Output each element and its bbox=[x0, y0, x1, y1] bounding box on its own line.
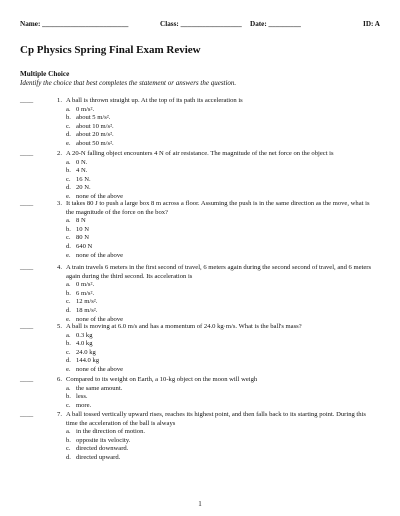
answer-option bbox=[66, 340, 378, 349]
date-field: Date: _________ bbox=[250, 20, 301, 28]
answer-option bbox=[66, 357, 378, 366]
option-list bbox=[66, 281, 378, 324]
question-text: It takes 80 J to push a large box 8 m across a floor. Assuming the push is in the same direction as the move, what is the magnitude of the force on the box? bbox=[66, 200, 370, 216]
option-text: directed upward. bbox=[76, 453, 121, 461]
answer-blank: ____ bbox=[20, 264, 34, 271]
question-text: A train travels 6 meters in the first second of travel, 6 meters again during the second second of travel, and 6 meters again during the third second. Its acceleration is bbox=[66, 264, 372, 280]
option-letter: e. bbox=[66, 251, 71, 259]
option-letter: a. bbox=[66, 105, 71, 113]
option-letter: a. bbox=[66, 281, 71, 289]
exam-header bbox=[20, 20, 380, 32]
answer-option bbox=[66, 428, 378, 437]
option-letter: b. bbox=[66, 167, 71, 175]
class-field: Class: _________________ bbox=[160, 20, 242, 28]
answer-option bbox=[66, 140, 378, 149]
option-letter: c. bbox=[66, 298, 71, 306]
option-text: none of the above bbox=[76, 251, 124, 259]
option-letter: c. bbox=[66, 175, 71, 183]
option-text: 24.0 kg bbox=[76, 348, 96, 356]
option-letter: d. bbox=[66, 357, 71, 365]
name-field: Name: ________________________ bbox=[20, 20, 129, 28]
page-number: 1 bbox=[198, 500, 202, 508]
option-letter: a. bbox=[66, 217, 71, 225]
option-letter: a. bbox=[66, 331, 71, 339]
answer-option bbox=[66, 167, 378, 176]
option-text: none of the above bbox=[76, 365, 124, 373]
option-text: 0.3 kg bbox=[76, 331, 93, 339]
option-list bbox=[66, 159, 378, 202]
option-letter: d. bbox=[66, 131, 71, 139]
section-heading: Multiple Choice bbox=[20, 70, 70, 78]
option-text: 0 m/s². bbox=[76, 281, 95, 289]
answer-option bbox=[66, 252, 378, 261]
option-text: 4 N. bbox=[76, 167, 88, 175]
answer-blank: ____ bbox=[20, 150, 34, 157]
option-text: 18 m/s². bbox=[76, 306, 98, 314]
answer-option bbox=[66, 281, 378, 290]
answer-option bbox=[66, 106, 378, 115]
option-letter: a. bbox=[66, 384, 71, 392]
option-text: 80 N bbox=[76, 234, 90, 242]
question-text: A 20-N falling object encounters 4 N of air resistance. The magnitude of the net force on the object is bbox=[66, 150, 334, 157]
option-list bbox=[66, 106, 378, 149]
id-field: ID: A bbox=[363, 20, 380, 28]
option-text: opposite its velocity. bbox=[76, 436, 131, 444]
question-number: 1. bbox=[57, 97, 62, 104]
option-letter: e. bbox=[66, 315, 71, 323]
option-text: 640 N bbox=[76, 242, 93, 250]
option-letter: d. bbox=[66, 184, 71, 192]
option-text: 16 N. bbox=[76, 175, 91, 183]
question-number: 5. bbox=[57, 323, 62, 330]
answer-blank: ____ bbox=[20, 97, 34, 104]
option-text: in the direction of motion. bbox=[76, 428, 146, 436]
option-text: directed downward. bbox=[76, 445, 129, 453]
question-number: 3. bbox=[57, 200, 62, 207]
answer-option bbox=[66, 176, 378, 185]
option-text: the same amount. bbox=[76, 384, 123, 392]
answer-option bbox=[66, 454, 378, 463]
answer-option bbox=[66, 332, 378, 341]
answer-option bbox=[66, 123, 378, 132]
answer-option bbox=[66, 243, 378, 252]
option-text: 10 N bbox=[76, 225, 90, 233]
option-letter: c. bbox=[66, 348, 71, 356]
option-letter: b. bbox=[66, 225, 71, 233]
option-list bbox=[66, 385, 378, 411]
option-letter: e. bbox=[66, 192, 71, 200]
answer-option bbox=[66, 402, 378, 411]
option-text: less. bbox=[76, 393, 88, 401]
answer-option bbox=[66, 445, 378, 454]
option-list bbox=[66, 217, 378, 260]
answer-blank: ____ bbox=[20, 200, 34, 207]
option-letter: d. bbox=[66, 453, 71, 461]
option-letter: e. bbox=[66, 139, 71, 147]
option-letter: c. bbox=[66, 234, 71, 242]
question-number: 6. bbox=[57, 376, 62, 383]
option-text: 20 N. bbox=[76, 184, 91, 192]
answer-option bbox=[66, 184, 378, 193]
answer-blank: ____ bbox=[20, 323, 34, 330]
option-text: 12 m/s². bbox=[76, 298, 98, 306]
option-letter: d. bbox=[66, 242, 71, 250]
option-text: 4.0 kg bbox=[76, 340, 93, 348]
option-letter: c. bbox=[66, 122, 71, 130]
answer-option bbox=[66, 366, 378, 375]
option-text: more. bbox=[76, 401, 92, 409]
answer-option bbox=[66, 217, 378, 226]
option-letter: a. bbox=[66, 428, 71, 436]
option-text: about 50 m/s². bbox=[76, 139, 114, 147]
option-letter: b. bbox=[66, 289, 71, 297]
option-letter: a. bbox=[66, 158, 71, 166]
option-letter: b. bbox=[66, 393, 71, 401]
option-letter: d. bbox=[66, 306, 71, 314]
question-text: A ball is thrown straight up. At the top of its path its acceleration is bbox=[66, 97, 243, 104]
answer-option bbox=[66, 307, 378, 316]
option-list bbox=[66, 332, 378, 375]
answer-option bbox=[66, 298, 378, 307]
option-text: none of the above bbox=[76, 315, 124, 323]
option-text: about 10 m/s². bbox=[76, 122, 114, 130]
option-text: about 5 m/s². bbox=[76, 114, 111, 122]
question-text: A ball tossed vertically upward rises, reaches its highest point, and then falls back to its starting point. During this time the acceleration of the ball is always bbox=[66, 411, 366, 427]
answer-option bbox=[66, 131, 378, 140]
answer-option bbox=[66, 349, 378, 358]
answer-option bbox=[66, 226, 378, 235]
option-letter: e. bbox=[66, 365, 71, 373]
question-number: 7. bbox=[57, 411, 62, 418]
option-letter: c. bbox=[66, 445, 71, 453]
option-text: none of the above bbox=[76, 192, 124, 200]
option-text: 6 m/s². bbox=[76, 289, 95, 297]
answer-option bbox=[66, 437, 378, 446]
option-text: 0 N. bbox=[76, 158, 88, 166]
answer-option bbox=[66, 114, 378, 123]
question-number: 4. bbox=[57, 264, 62, 271]
answer-blank: ____ bbox=[20, 411, 34, 418]
option-text: 8 N bbox=[76, 217, 86, 225]
option-letter: c. bbox=[66, 401, 71, 409]
answer-option bbox=[66, 385, 378, 394]
page-title: Cp Physics Spring Final Exam Review bbox=[20, 44, 201, 56]
answer-option bbox=[66, 159, 378, 168]
option-text: about 20 m/s². bbox=[76, 131, 114, 139]
answer-option bbox=[66, 290, 378, 299]
option-letter: b. bbox=[66, 114, 71, 122]
answer-option bbox=[66, 234, 378, 243]
question-text: Compared to its weight on Earth, a 10-kg object on the moon will weigh bbox=[66, 376, 258, 383]
answer-blank: ____ bbox=[20, 376, 34, 383]
option-text: 144.0 kg bbox=[76, 357, 100, 365]
question-text: A ball is moving at 6.0 m/s and has a momentum of 24.0 kg·m/s. What is the ball's mass? bbox=[66, 323, 302, 330]
option-letter: b. bbox=[66, 436, 71, 444]
option-text: 0 m/s². bbox=[76, 105, 95, 113]
section-instruction: Identify the choice that best completes the statement or answers the question. bbox=[20, 79, 237, 87]
answer-option bbox=[66, 393, 378, 402]
question-number: 2. bbox=[57, 150, 62, 157]
option-list bbox=[66, 428, 378, 462]
option-letter: b. bbox=[66, 340, 71, 348]
